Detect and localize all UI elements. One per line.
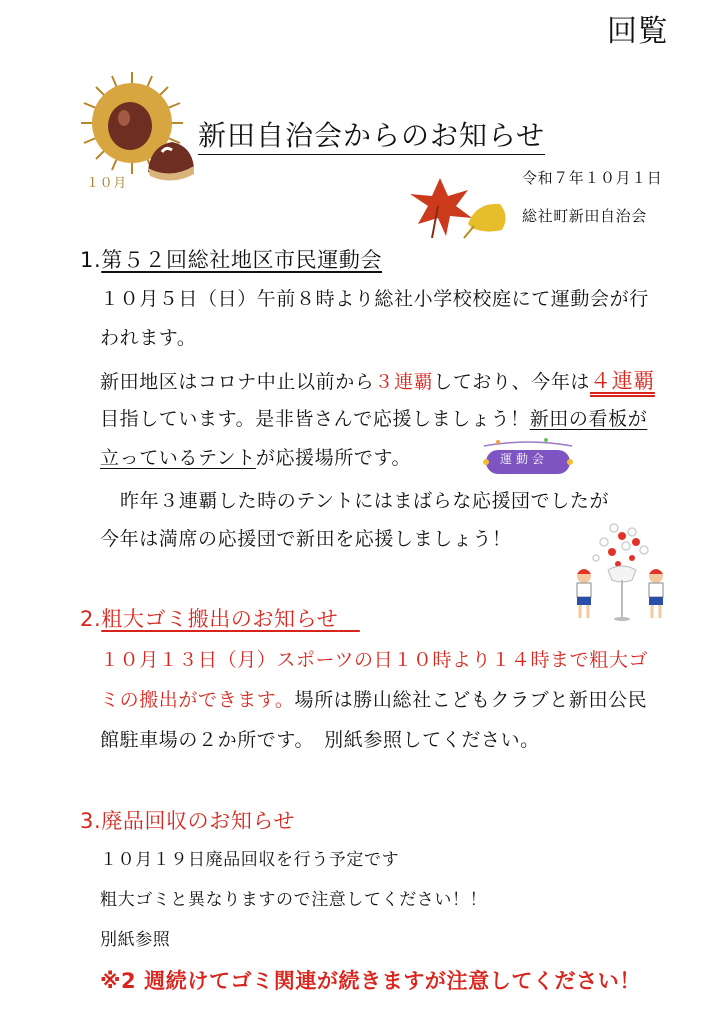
section-3-number: 3. [80, 809, 102, 833]
s2-text: 場所は勝山総社こどもクラブと新田公民 [294, 689, 648, 711]
organization-name: 総社町新田自治会 [522, 207, 647, 225]
s1-paragraph-5-line-1: 昨年３連覇した時のテントにはまばらな応援団でしたが [120, 490, 610, 512]
kairan-label: 回覧 [607, 14, 669, 49]
s1-paragraph-5-line-2: 今年は満席の応援団で新田を応援しましょう！ [100, 528, 512, 550]
issue-date: 令和７年１０月１日 [522, 169, 663, 187]
s1-text: が応援場所です。 [255, 447, 412, 469]
section-2-heading [80, 606, 360, 632]
s1-text: 目指しています。是非皆さんで応援しましょう！ [100, 408, 530, 430]
section-2-title: 粗大ゴミ搬出のお知らせ [101, 607, 339, 631]
page-title: 新田自治会からのお知らせ [198, 118, 545, 155]
s1-paragraph-1-line-1: １０月５日（日）午前８時より総社小学校校庭にて運動会が行 [100, 288, 649, 310]
chestnut-month-label: １０月 [86, 176, 127, 191]
s3-warning: ※2 週続けてゴミ関連が続きますが注意してください！ [100, 969, 641, 993]
s2-line-2 [100, 688, 647, 712]
four-wins-highlight: ４連覇 [590, 369, 655, 393]
section-3-heading [80, 808, 295, 834]
sports-day-banner-text: 運動会 [500, 452, 549, 466]
section-2-number: 2. [80, 607, 102, 631]
section-3-title: 廃品回収のお知らせ [101, 809, 296, 833]
s2-red-text: ミの搬出ができます。 [100, 689, 295, 711]
section-1-heading [80, 247, 382, 273]
s3-line-1: １０月１９日廃品回収を行う予定です [100, 850, 400, 870]
section-1-number: 1. [80, 248, 102, 272]
s1-paragraph-4 [100, 446, 411, 470]
s1-text: しており、今年は [433, 371, 591, 393]
tent-underlined-text: 立っているテント [100, 447, 256, 469]
sign-underlined-text: 新田の看板が [529, 408, 648, 430]
s2-line-3: 館駐車場の２か所です。 別紙参照してください。 [100, 729, 540, 751]
s1-paragraph-3 [100, 407, 647, 431]
s1-paragraph-2 [100, 369, 655, 394]
s2-line-1: １０月１３日（月）スポーツの日１０時より１４時まで粗大ゴ [100, 649, 649, 671]
s1-paragraph-1-line-2: われます。 [100, 327, 197, 349]
ball-toss-kids-icon [566, 520, 674, 624]
s3-line-3: 別紙参照 [100, 930, 171, 950]
s1-text: 新田地区はコロナ中止以前から [100, 371, 375, 393]
three-wins-highlight: ３連覇 [374, 371, 434, 393]
section-1-title: 第５２回総社地区市民運動会 [101, 248, 383, 272]
s3-line-2: 粗大ゴミと異なりますので注意してください！！ [100, 890, 488, 910]
autumn-leaves-icon [402, 172, 520, 248]
